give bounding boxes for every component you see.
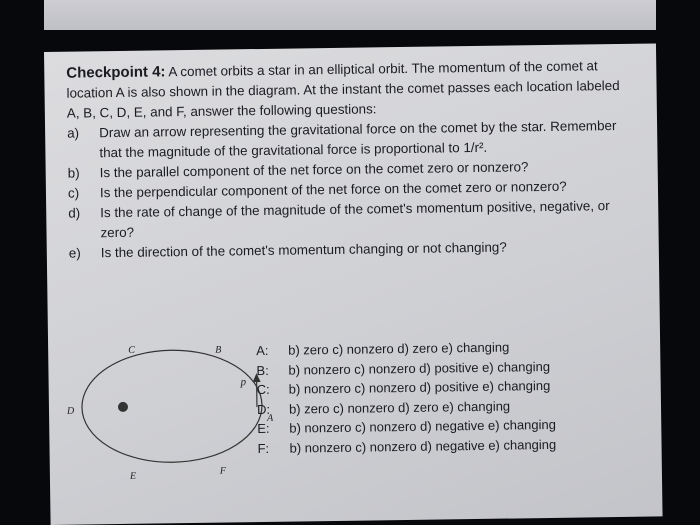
point-label-b: B bbox=[215, 344, 222, 356]
orbit-diagram bbox=[56, 339, 274, 482]
point-label-e: E bbox=[129, 470, 137, 482]
point-label-f: F bbox=[219, 465, 227, 477]
previous-page-edge bbox=[44, 0, 656, 30]
worksheet-page bbox=[44, 43, 663, 524]
intro-paragraph bbox=[66, 56, 627, 124]
checkpoint-question bbox=[66, 56, 629, 264]
answer-row-c: C: b) nonzero c) nonzero d) positive e) changing bbox=[256, 377, 551, 398]
star-dot bbox=[118, 402, 128, 412]
question-d: d) Is the rate of change of the magnitude of the comet's momentum positive, negative, or zero? bbox=[68, 198, 610, 241]
answer-row-f: F: b) nonzero c) nonzero d) negative e) changing bbox=[257, 436, 557, 456]
answer-row-d: D: b) zero c) nonzero d) zero e) changing bbox=[256, 398, 511, 417]
question-c: c) Is the perpendicular component of the net force on the comet zero or nonzero? bbox=[67, 178, 567, 201]
question-a: a) Draw an arrow representing the gravitational force on the comet by the star. Remember that the magnitude of the gravitational force is proportional to 1/r². bbox=[67, 118, 617, 161]
checkpoint-title: Checkpoint 4: bbox=[66, 63, 166, 82]
intro-text: A comet orbits a star in an elliptical orbit. The momentum of the comet at location A is also shown in the diagram. At the instant the comet passes each location labeled A, B, C, D, E, and F, answer the following questions: bbox=[66, 58, 620, 121]
question-b: b) Is the parallel component of the net force on the comet zero or nonzero? bbox=[67, 159, 529, 181]
point-label-a: A bbox=[267, 412, 274, 424]
answer-row-e: E: b) nonzero c) nonzero d) negative e) changing bbox=[257, 416, 557, 437]
point-label-d: D bbox=[66, 405, 75, 417]
answer-row-b: B: b) nonzero c) nonzero d) positive e) changing bbox=[256, 358, 551, 378]
answer-list bbox=[256, 337, 556, 458]
answer-row-a: A: b) zero c) nonzero d) zero e) changing bbox=[256, 339, 510, 359]
point-label-c: C bbox=[128, 344, 135, 356]
elliptical-orbit bbox=[81, 349, 263, 464]
momentum-label: p⃗ bbox=[240, 376, 255, 389]
question-e: e) Is the direction of the comet's momentum changing or not changing? bbox=[68, 239, 507, 261]
